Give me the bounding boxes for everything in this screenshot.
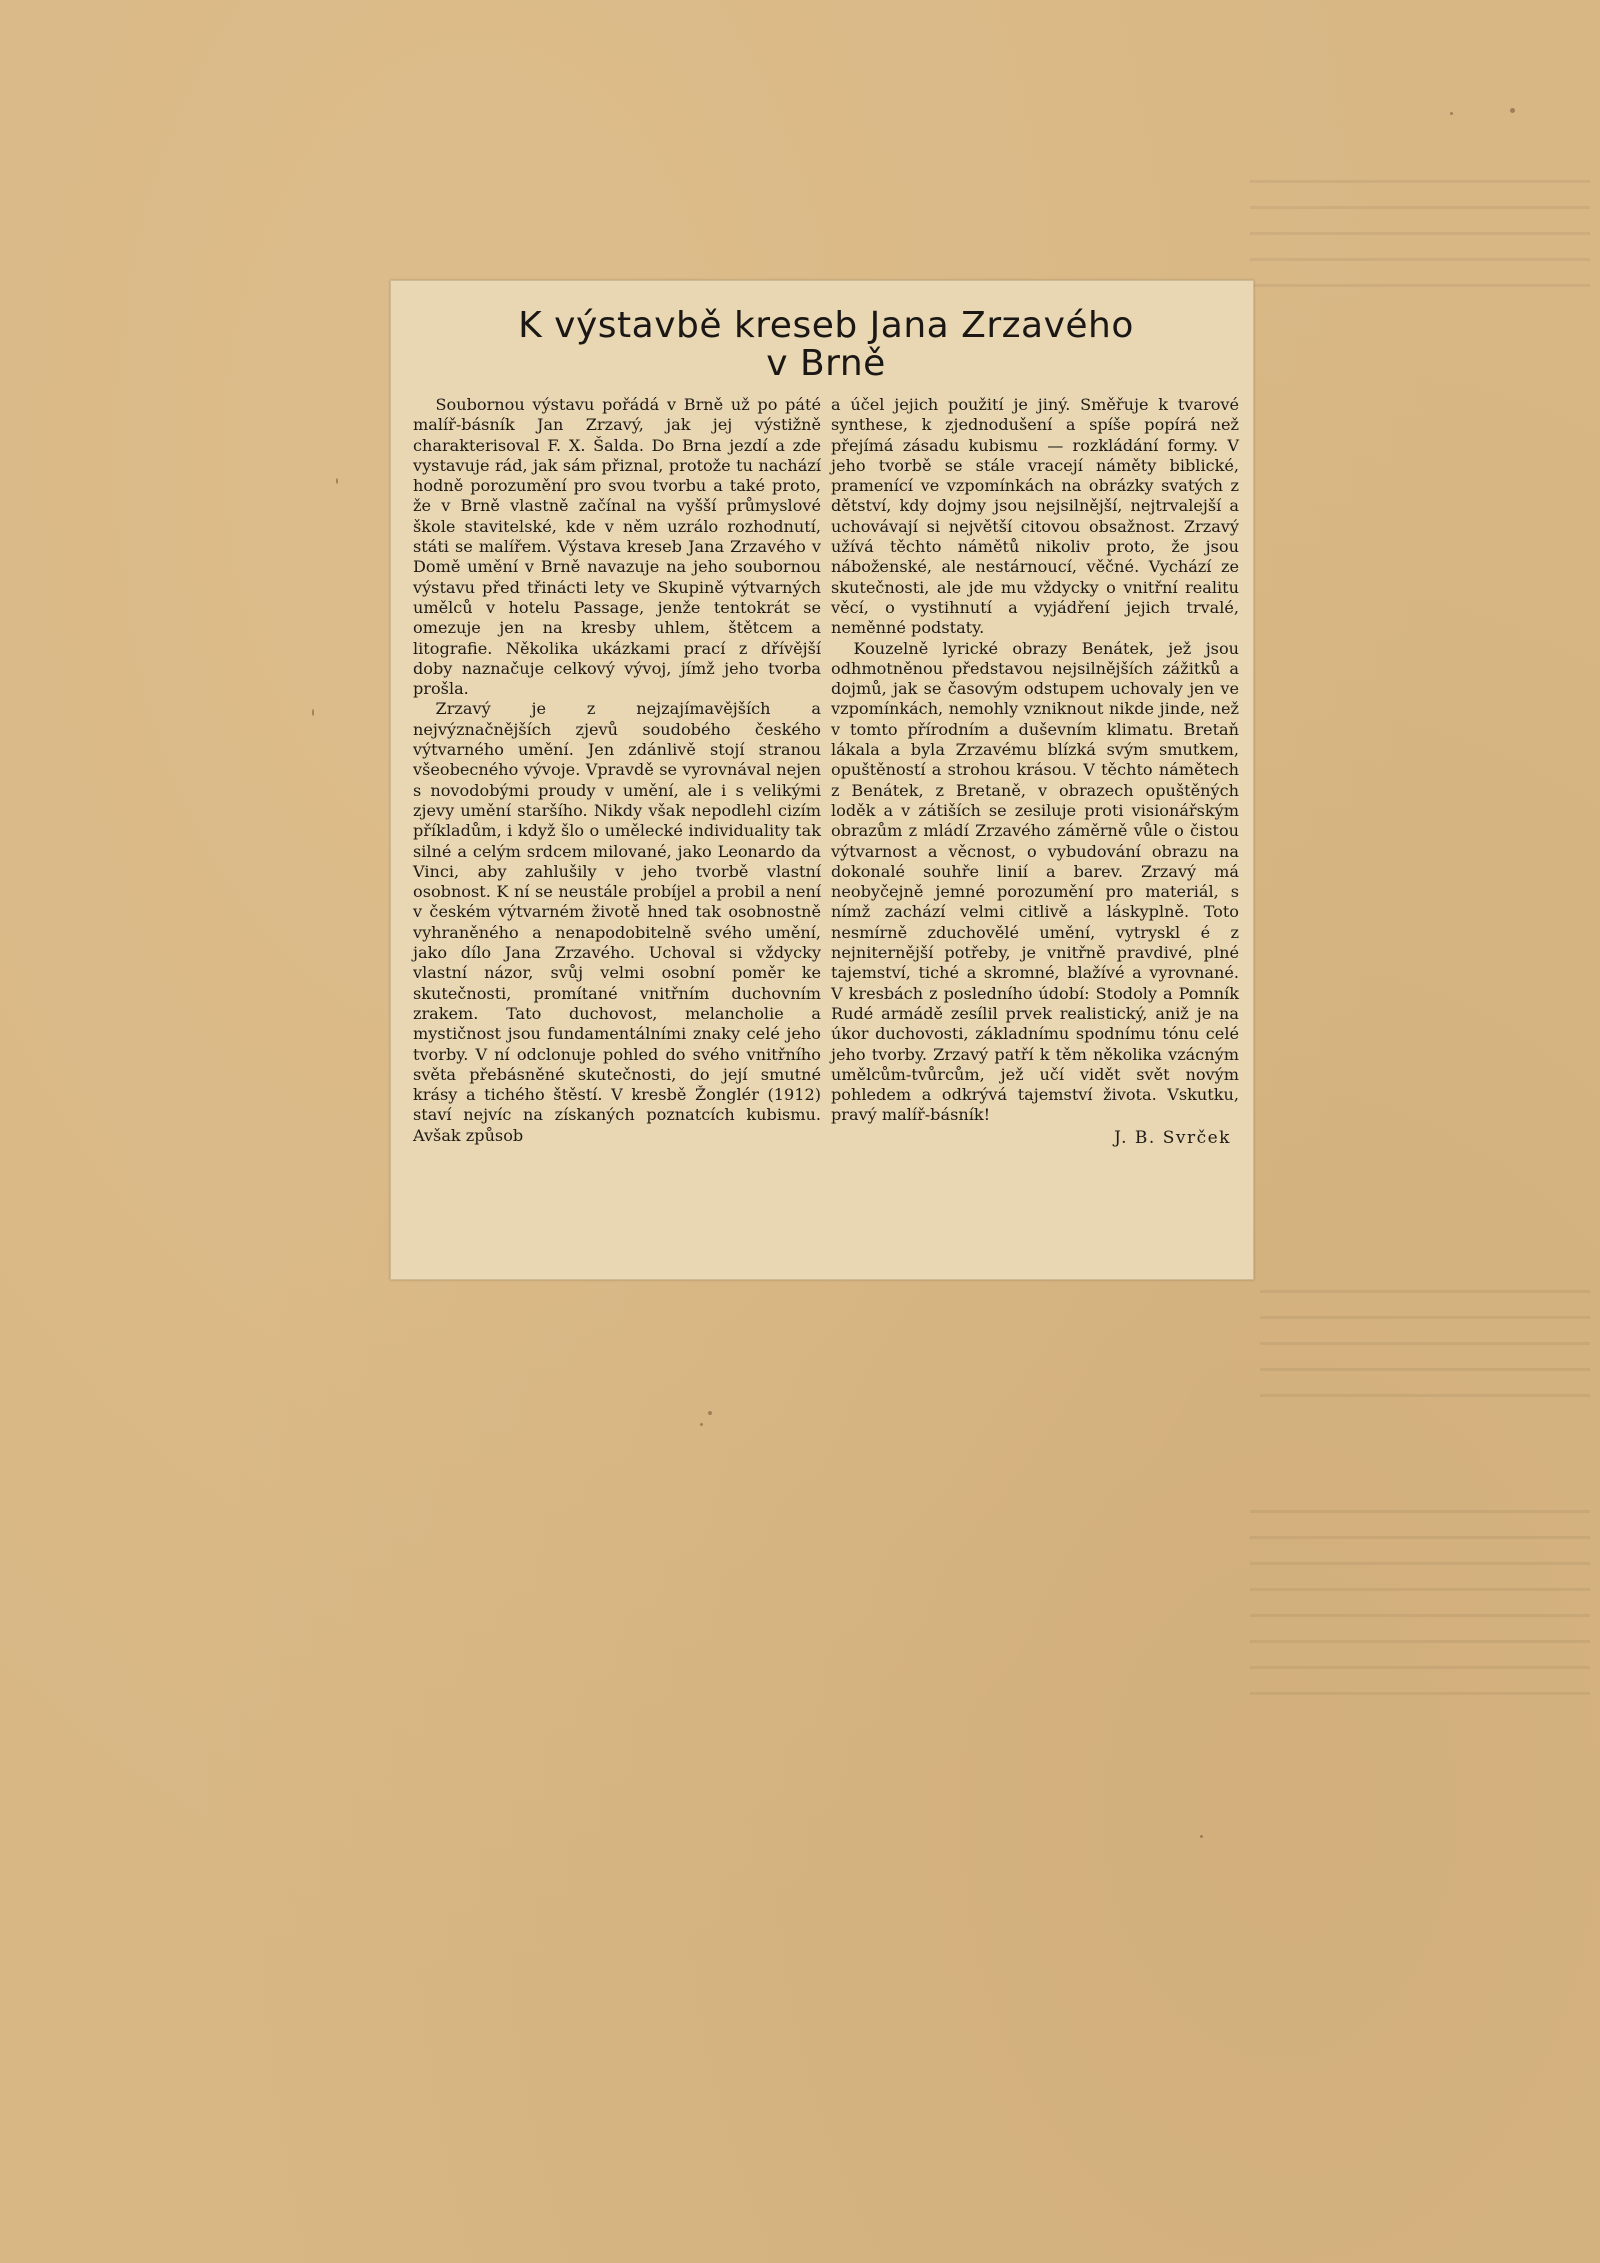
paper-speck	[312, 709, 314, 716]
article-headline	[413, 307, 1239, 383]
show-through-text	[1250, 1510, 1590, 1710]
article-byline: J. B. Svrček	[1114, 1127, 1231, 1148]
paper-speck	[336, 478, 338, 484]
paper-speck	[700, 1423, 703, 1426]
article-columns	[413, 395, 1239, 1148]
headline-line-2: v Brně	[766, 343, 886, 384]
paper-speck	[1510, 108, 1515, 113]
newspaper-clipping	[390, 280, 1254, 1280]
show-through-text	[1250, 180, 1590, 300]
paper-speck	[708, 1411, 712, 1415]
paper-speck	[1450, 112, 1453, 115]
article-paragraph: Zrzavý je z nejzajímavějších a nejvýznačnějších zjevů soudobého českého výtvarného umění. Jen zdánlivě stojí stranou všeobecného vývoje. Vpravdě se vyrovnával nejen s novodobými proudy v umění, ale i s velikými zjevy umění staršího. Nikdy však nepodlehl cizím příkladům, i když šlo o umělecké individuality tak silné a celým srdcem milované, jako Leonardo da Vinci, aby zahlušily v jeho tvorbě vlastní osobnost. K ní se neustále probíjel a probil a není v českém výtvarném životě hned tak osobnostně vyhraněného a nenapodobitelně svého umění, jako dílo Jana Zrzavého. Uchoval si vždycky vlastní názor, svůj velmi osobní poměr ke skutečnosti, promítané vnitřním duchovním zrakem. Tato duchovost, melancholie a mystičnost jsou fundamentálními znaky celé jeho tvorby. V ní odclonuje pohled do svého vnitřního světa přebásněné skutečnosti, do její smutné krásy a tichého štěstí. V kresbě Žonglér (1912) staví nejvíc na získaných poznatcích kubismu. Avšak způsob	[413, 699, 821, 1145]
article-paragraph: Kouzelně lyrické obrazy Benátek, jež jsou odhmotněnou představou nejsilnějších zážitků a dojmů, jak se časovým odstupem uchovaly jen ve vzpomínkách, nemohly vzniknout nikde jinde, než v tomto přírodním a duševním klimatu. Bretaň lákala a byla Zrzavému blízká svým smutkem, opuštěností a strohou krásou. V těchto námětech z Benátek, z Bretaně, v obrazech opuštěných loděk a v zátiších se zesiluje proti visionářským obrazům z mládí Zrzavého záměrně vůle o čistou výtvarnost a věcnost, o vybudování obrazu na dokonalé souhře linií a barev. Zrzavý má neobyčejně jemné porozumění pro materiál, s nímž zachází velmi citlivě a láskyplně. Toto nesmírně zduchovělé umění, vytryskl é z nejniternější potřeby, je vnitřně pravdivé, plné tajemství, tiché a skromné, blažívé a vyrovnané. V kresbách z posledního údobí: Stodoly a Pomník Rudé armádě zesílil prvek realistický, aniž je na úkor duchovosti, základnímu spodnímu tónu celé jeho tvorby. Zrzavý patří k těm několika vzácným umělcům-tvůrcům, jež učí vidět svět novým pohledem a odkrývá tajemství života. Vskutku, pravý malíř-básník!	[831, 638, 1239, 1125]
show-through-text	[1260, 1290, 1590, 1400]
headline-line-1: K výstavbě kreseb Jana Zrzavého	[518, 305, 1134, 346]
article-paragraph: Soubornou výstavu pořádá v Brně už po páté malíř-básník Jan Zrzavý, jak jej výstižně charakterisoval F. X. Šalda. Do Brna jezdí a zde vystavuje rád, jak sám přiznal, protože tu nachází hodně porozumění pro svou tvorbu a také proto, že v Brně vlastně začínal na vyšší průmyslové škole stavitelské, kde v něm uzrálo rozhodnutí, státi se malířem. Výstava kreseb Jana Zrzavého v Domě umění v Brně navazuje na jeho soubornou výstavu před třinácti lety ve Skupině výtvarných umělců v hotelu Passage, jenže tentokrát se omezuje jen na kresby uhlem, štětcem a litografie. Několika ukázkami prací z dřívější doby naznačuje celkový vývoj, jímž jeho tvorba prošla.	[413, 395, 821, 699]
paper-speck	[1200, 1835, 1203, 1838]
article-paragraph: a účel jejich použití je jiný. Směřuje k tvarové synthese, k zjednodušení a spíše popírá než přejímá zásadu kubismu — rozkládání formy. V jeho tvorbě se stále vracejí náměty biblické, pramenící ve vzpomínkách na obrázky svatých z dětství, kdy dojmy jsou nejsilnější, nejtrvalejší a uchovávají si největší citovou obsažnost. Zrzavý užívá těchto námětů nikoliv proto, že jsou náboženské, ale nestárnoucí, věčné. Vychází ze skutečnosti, ale jde mu vždycky o vnitřní realitu věcí, o vystihnutí a vyjádření jejich trvalé, neměnné podstaty.	[831, 395, 1239, 638]
article-column-left	[413, 395, 821, 1148]
article-column-right	[831, 395, 1239, 1148]
